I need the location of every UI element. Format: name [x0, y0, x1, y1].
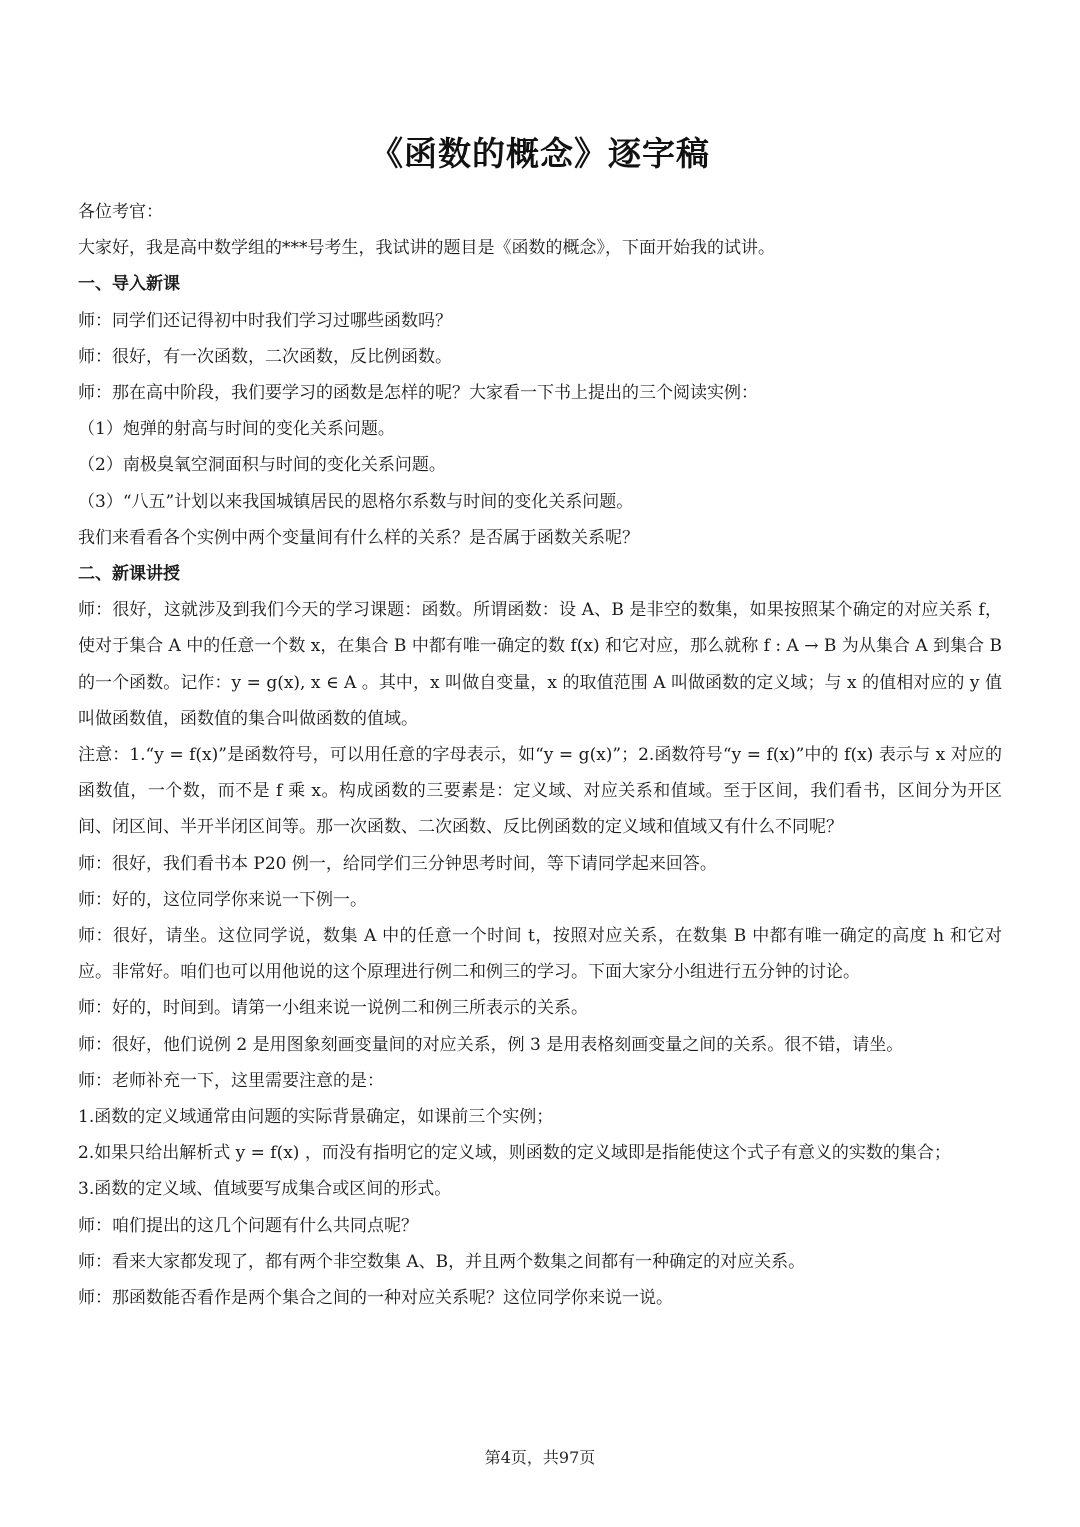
paragraph: 师：那在高中阶段，我们要学习的函数是怎样的呢？大家看一下书上提出的三个阅读实例：: [78, 383, 758, 404]
paragraph: （1）炮弹的射高与时间的变化关系问题。: [78, 419, 395, 440]
paragraph: 各位考官：: [78, 202, 163, 222]
document-body: [78, 194, 1002, 1316]
paragraph: 师：同学们还记得初中时我们学习过哪些函数吗？: [78, 310, 452, 331]
paragraph: 师：很好，这就涉及到我们今天的学习课题：函数。所谓函数：设 A、B 是非空的数集，如果按照某个确定的对应关系 f，使对于集合 A 中的任意一个数 x，在集合 B 中都有唯一确定的数 f(x) 和它对应，那么就称 f : A → B 为从集合 A 到集合 B 的一个函数。记作：y = g(x), x ∈ A 。其中，x 叫做自变量，x 的取值范围 A 叫做函数的定义域；与 x 的值相对应的 y 值叫做函数值，函数值的集合叫做函数的值域。: [78, 600, 1002, 729]
paragraph: 师：很好，我们看书本 P20 例一，给同学们三分钟思考时间，等下请同学起来回答。: [78, 853, 717, 874]
paragraph: 师：咱们提出的这几个问题有什么共同点呢？: [78, 1215, 418, 1236]
paragraph: 师：那函数能否看作是两个集合之间的一种对应关系呢？这位同学你来说一说。: [78, 1288, 673, 1309]
section-heading: 二、新课讲授: [78, 564, 180, 585]
paragraph: 师：很好，有一次函数，二次函数，反比例函数。: [78, 346, 452, 367]
paragraph: （2）南极臭氧空洞面积与时间的变化关系问题。: [78, 455, 446, 476]
document-title: 《函数的概念》逐字稿: [370, 134, 710, 173]
paragraph: 1.函数的定义域通常由问题的实际背景确定，如课前三个实例；: [78, 1107, 554, 1128]
page-number: 第4页，共97页: [484, 1448, 596, 1467]
section-heading: 一、导入新课: [78, 274, 180, 295]
paragraph: 师：看来大家都发现了，都有两个非空数集 A、B，并且两个数集之间都有一种确定的对应关系。: [78, 1251, 806, 1272]
paragraph: 3.函数的定义域、值域要写成集合或区间的形式。: [78, 1179, 452, 1200]
paragraph: 我们来看看各个实例中两个变量间有什么样的关系？是否属于函数关系呢？: [78, 527, 639, 548]
paragraph: （3）“八五”计划以来我国城镇居民的恩格尔系数与时间的变化关系问题。: [78, 491, 634, 512]
paragraph: 师：老师补充一下，这里需要注意的是：: [78, 1070, 384, 1091]
paragraph: 师：很好，请坐。这位同学说，数集 A 中的任意一个时间 t，按照对应关系，在数集 B 中都有唯一确定的高度 h 和它对应。非常好。咱们也可以用他说的这个原理进行例二和例三的学习。下面大家分小组进行五分钟的讨论。: [78, 926, 1002, 983]
paragraph: 师：很好，他们说例 2 是用图象刻画变量间的对应关系，例 3 是用表格刻画变量之间的关系。很不错，请坐。: [78, 1034, 904, 1055]
paragraph: 师：好的，这位同学你来说一下例一。: [78, 889, 367, 910]
paragraph: 2.如果只给出解析式 y = f(x) ，而没有指明它的定义域，则函数的定义域即是指能使这个式子有意义的实数的集合；: [78, 1143, 951, 1164]
paragraph: 大家好，我是高中数学组的***号考生，我试讲的题目是《函数的概念》，下面开始我的试讲。: [78, 238, 775, 259]
paragraph: 注意：1.“y = f(x)”是函数符号，可以用任意的字母表示，如“y = g(x)”；2.函数符号“y = f(x)”中的 f(x) 表示与 x 对应的函数值，一个数，而不是 f 乘 x。构成函数的三要素是：定义域、对应关系和值域。至于区间，我们看书，区间分为开区间、闭区间、半开半闭区间等。那一次函数、二次函数、反比例函数的定义域和值域又有什么不同呢？: [78, 745, 1002, 838]
paragraph: 师：好的，时间到。请第一小组来说一说例二和例三所表示的关系。: [78, 998, 588, 1019]
